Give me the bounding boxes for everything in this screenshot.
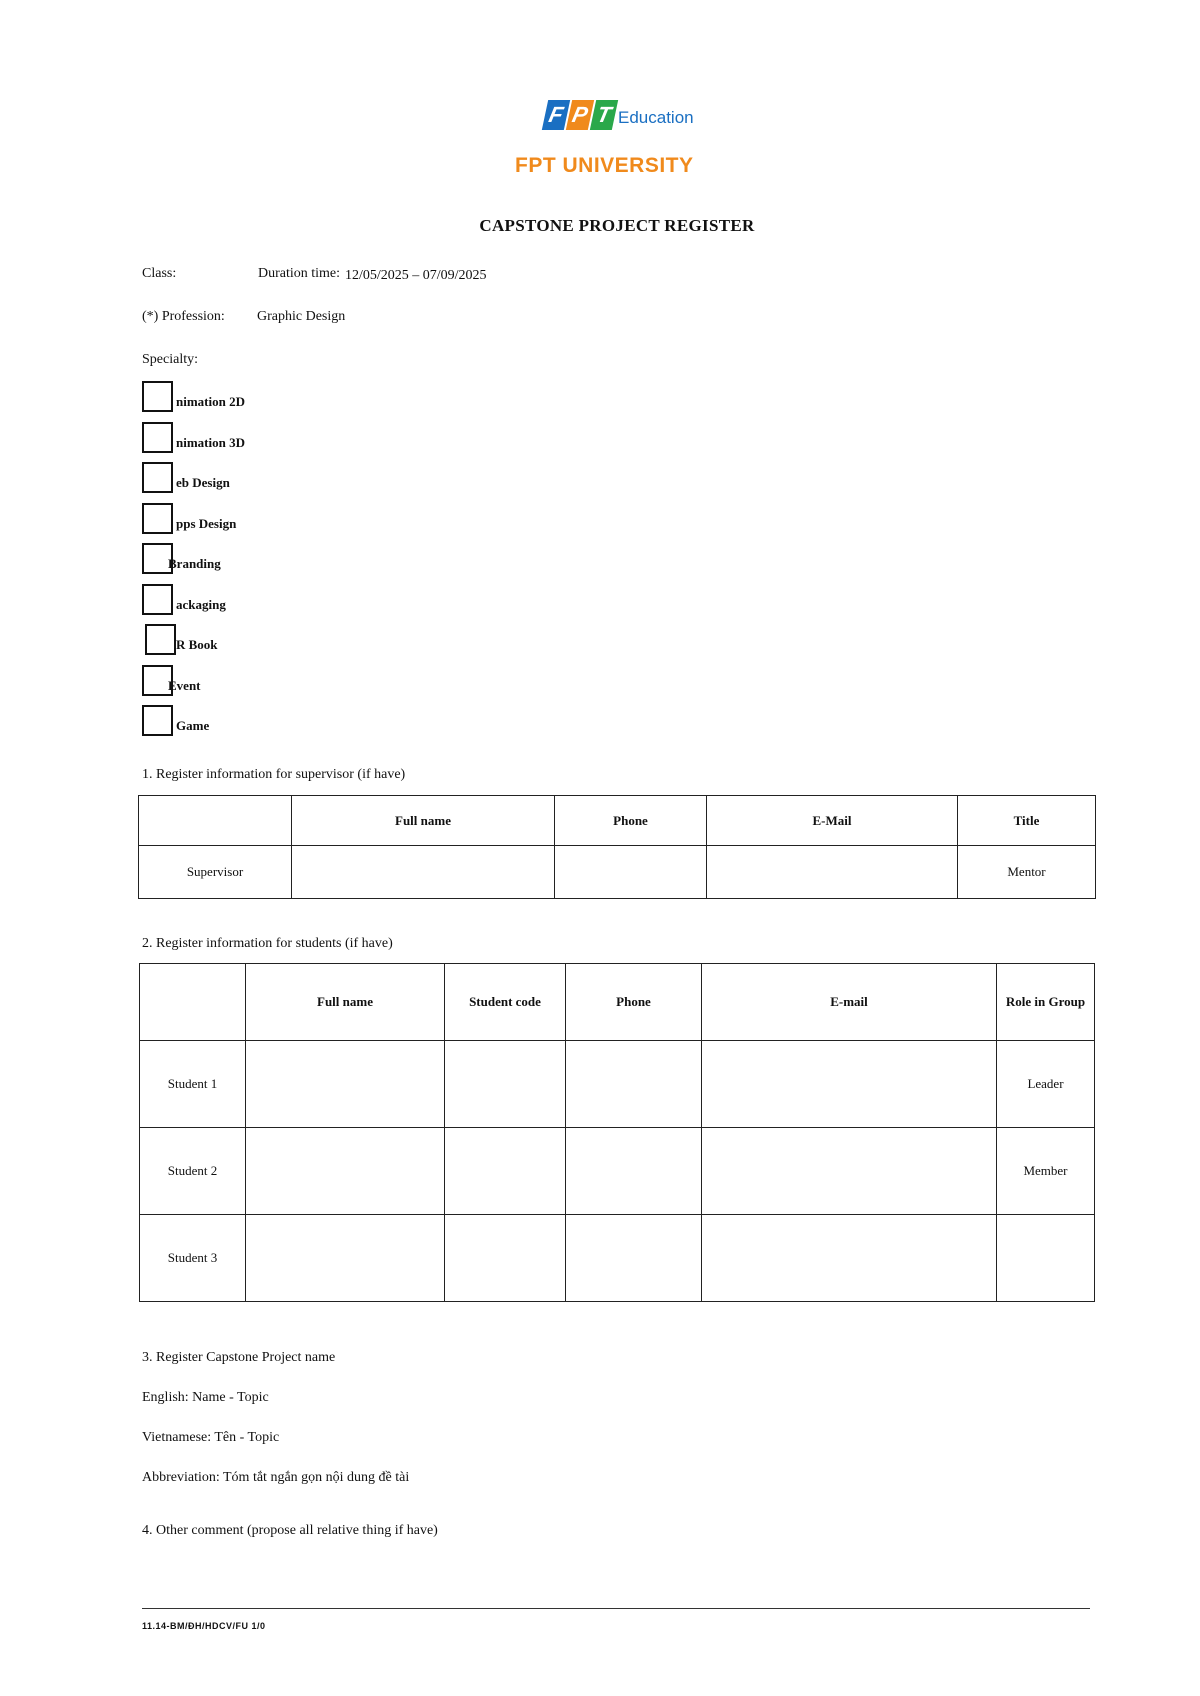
supervisor-table <box>138 795 1096 899</box>
table-row <box>140 1128 1095 1215</box>
column-header: Phone <box>555 796 707 846</box>
column-header: E-mail <box>702 964 997 1041</box>
table-cell[interactable] <box>292 846 555 899</box>
table-cell[interactable] <box>246 1128 445 1215</box>
specialty-checkbox[interactable] <box>142 503 173 534</box>
specialty-item-label: Branding <box>168 556 221 571</box>
specialty-item-label: nimation 2D <box>176 394 245 409</box>
column-header: Phone <box>566 964 702 1041</box>
table-cell[interactable] <box>555 846 707 899</box>
column-header: E-Mail <box>707 796 958 846</box>
table-cell: Leader <box>997 1041 1095 1128</box>
table-row <box>140 1215 1095 1302</box>
specialty-item-label: pps Design <box>176 515 237 531</box>
specialty-item-label: eb Design <box>176 475 230 490</box>
footer-code: 11.14-BM/ĐH/HDCV/FU 1/0 <box>142 1621 266 1631</box>
table-row <box>139 846 1096 899</box>
column-header: Full name <box>292 796 555 846</box>
table-cell[interactable] <box>707 846 958 899</box>
profession-value: Graphic Design <box>257 309 346 324</box>
table-cell[interactable] <box>246 1215 445 1302</box>
table-cell: Student 1 <box>140 1041 246 1128</box>
project-abbreviation: Abbreviation: Tóm tắt ngắn gọn nội dung đề tài <box>142 1470 410 1485</box>
specialty-checkbox[interactable] <box>142 705 173 736</box>
table-cell[interactable] <box>445 1215 566 1302</box>
table-cell: Student 2 <box>140 1128 246 1215</box>
table-row <box>140 1041 1095 1128</box>
table-cell[interactable] <box>566 1215 702 1302</box>
specialty-item-label: ackaging <box>176 596 226 612</box>
class-label: Class: <box>142 266 177 281</box>
duration-value: 12/05/2025 – 07/09/2025 <box>345 268 487 283</box>
table-header-row <box>140 964 1095 1041</box>
table-cell[interactable] <box>445 1128 566 1215</box>
fpt-logo <box>515 100 725 180</box>
column-header: Title <box>958 796 1096 846</box>
logo-tile-p: P <box>566 100 594 130</box>
specialty-checkbox[interactable] <box>142 381 173 412</box>
column-header: Student code <box>445 964 566 1041</box>
table-cell[interactable] <box>702 1041 997 1128</box>
logo-tile-t: T <box>590 100 618 130</box>
table-cell <box>997 1215 1095 1302</box>
table-cell: Student 3 <box>140 1215 246 1302</box>
duration-label: Duration time: <box>258 266 341 281</box>
table-header-row <box>139 796 1096 846</box>
students-heading: 2. Register information for students (if have) <box>142 936 393 951</box>
table-cell[interactable] <box>246 1041 445 1128</box>
footer-divider <box>142 1608 1090 1609</box>
specialty-checkbox[interactable] <box>145 624 176 655</box>
specialty-item-label: nimation 3D <box>176 434 245 450</box>
project-vietnamese: Vietnamese: Tên - Topic <box>142 1430 280 1445</box>
table-cell[interactable] <box>702 1215 997 1302</box>
students-table <box>139 963 1095 1302</box>
column-header: Full name <box>246 964 445 1041</box>
column-header <box>140 964 246 1041</box>
project-english: English: Name - Topic <box>142 1390 269 1405</box>
specialty-checkbox[interactable] <box>142 422 173 453</box>
table-cell: Mentor <box>958 846 1096 899</box>
logo-university: FPT UNIVERSITY <box>515 154 694 177</box>
project-heading: 3. Register Capstone Project name <box>142 1350 336 1365</box>
comment-heading: 4. Other comment (propose all relative thing if have) <box>142 1523 438 1538</box>
table-cell[interactable] <box>702 1128 997 1215</box>
fpt-tiles <box>545 100 615 130</box>
logo-tile-f: F <box>542 100 570 130</box>
table-cell[interactable] <box>445 1041 566 1128</box>
specialty-item-label: Event <box>168 677 201 693</box>
specialty-label: Specialty: <box>142 352 198 367</box>
table-cell: Member <box>997 1128 1095 1215</box>
specialty-item-label: Game <box>176 718 210 733</box>
specialty-checkbox[interactable] <box>142 584 173 615</box>
specialty-item-label: R Book <box>176 637 218 652</box>
profession-label: (*) Profession: <box>142 309 225 324</box>
page-title: CAPSTONE PROJECT REGISTER <box>479 216 755 235</box>
column-header: Role in Group <box>997 964 1095 1041</box>
table-cell[interactable] <box>566 1128 702 1215</box>
table-cell: Supervisor <box>139 846 292 899</box>
logo-education: Education <box>618 108 694 127</box>
supervisor-heading: 1. Register information for supervisor (if have) <box>142 767 406 782</box>
table-cell[interactable] <box>566 1041 702 1128</box>
specialty-checkbox[interactable] <box>142 462 173 493</box>
column-header <box>139 796 292 846</box>
